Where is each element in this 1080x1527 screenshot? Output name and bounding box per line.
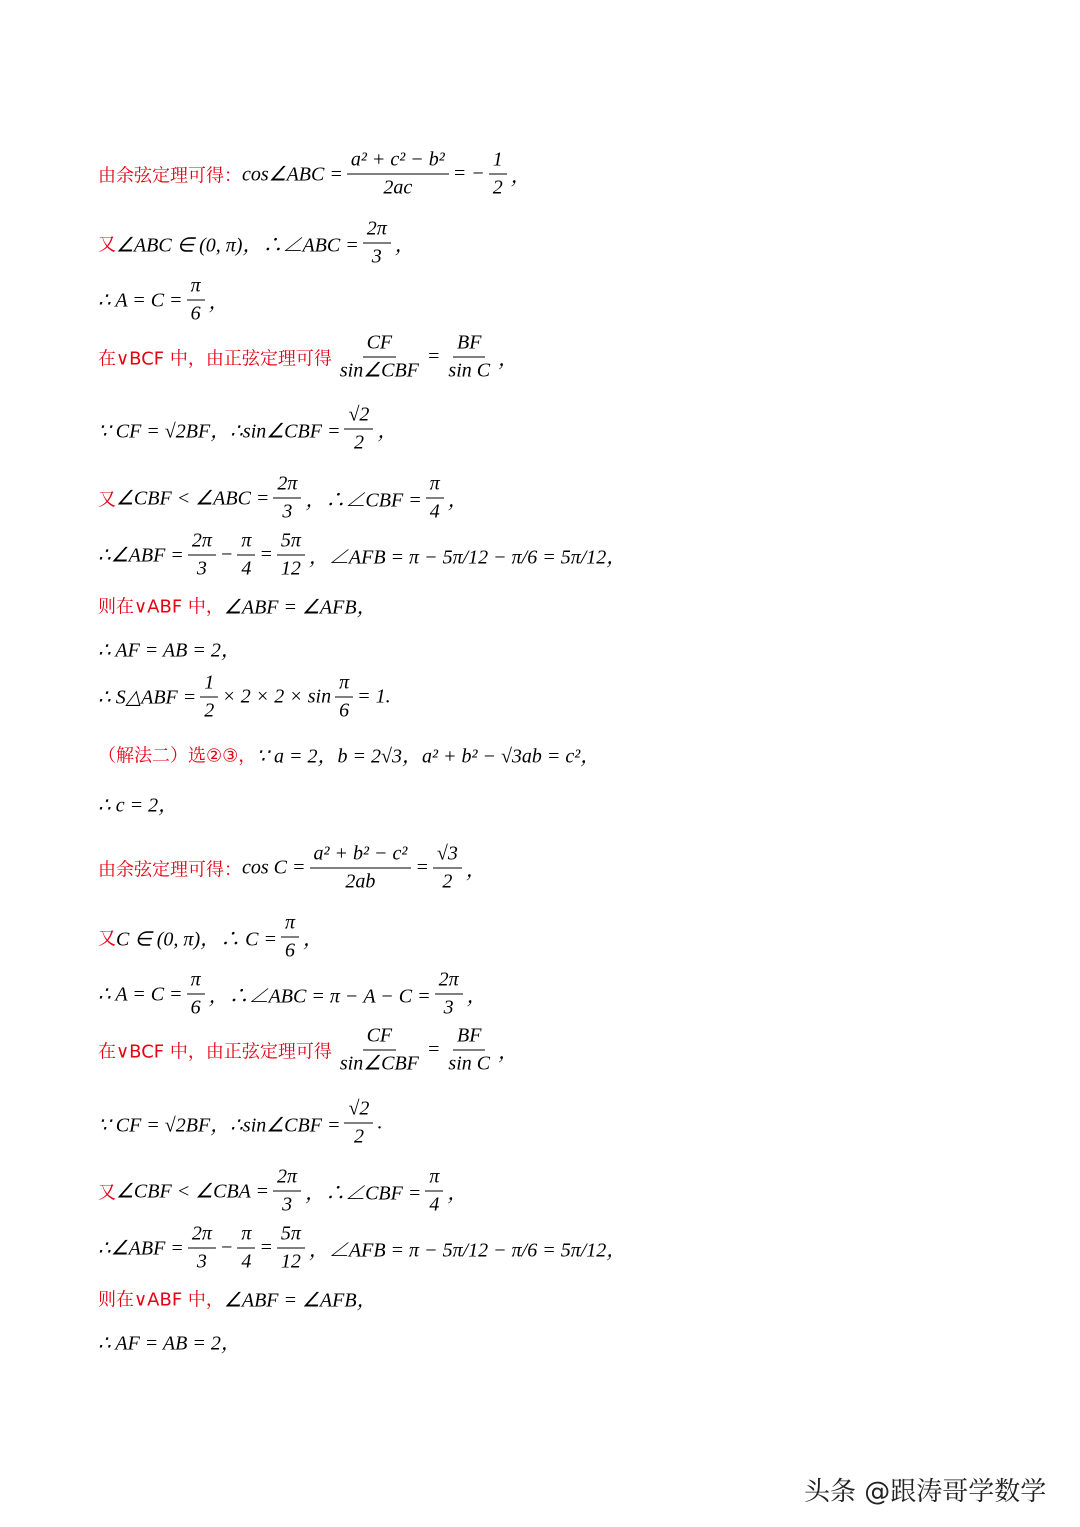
solution-line-21 xyxy=(98,1327,241,1356)
fraction-denominator: sin C xyxy=(448,359,491,382)
math-expression: ∴∠ABF = xyxy=(98,1237,184,1260)
fraction xyxy=(347,149,449,200)
fraction-denominator: 3 xyxy=(282,1193,293,1216)
fraction-denominator: 2ab xyxy=(345,870,376,893)
solution-line-16 xyxy=(98,1025,518,1076)
solution-line-10 xyxy=(98,672,391,723)
math-expression: = xyxy=(415,856,429,879)
line-label: 又 xyxy=(98,1182,116,1203)
fraction-denominator: 6 xyxy=(190,996,201,1019)
fraction-numerator: 5π xyxy=(277,530,305,556)
solution-line-4 xyxy=(98,332,518,383)
fraction-denominator: 3 xyxy=(443,996,454,1019)
fraction xyxy=(444,332,494,383)
solution-line-1 xyxy=(98,149,531,200)
fraction-numerator: 2π xyxy=(188,1223,216,1249)
math-expression: ， xyxy=(447,489,468,512)
fraction-denominator: 3 xyxy=(196,557,207,580)
fraction-numerator: √2 xyxy=(344,1098,373,1124)
fraction-denominator: sin∠CBF xyxy=(339,1052,419,1075)
math-expression: ∠ABF = ∠AFB， xyxy=(223,596,377,619)
fraction-denominator: 12 xyxy=(280,557,301,580)
math-expression: ∴ c = 2， xyxy=(98,794,179,817)
math-expression: = xyxy=(259,1236,273,1259)
fraction-denominator: 2 xyxy=(492,176,503,199)
fraction-denominator: 2 xyxy=(353,431,364,454)
fraction-numerator: 2π xyxy=(363,218,391,244)
solution-line-9 xyxy=(98,634,241,663)
fraction xyxy=(336,1025,423,1076)
math-expression: ∴ S△ABF = xyxy=(98,686,197,709)
fraction xyxy=(344,404,373,455)
fraction-numerator: 1 xyxy=(489,149,507,175)
math-expression: ，∠AFB = π − 5π/12 − π/6 = 5π/12， xyxy=(308,546,627,569)
math-expression: ∵ CF = √2BF，∴sin∠CBF = xyxy=(98,420,341,443)
math-expression: ，∴∠ABC = π − A − C = xyxy=(208,985,431,1008)
math-expression: ， xyxy=(498,1041,519,1064)
fraction-numerator: π xyxy=(187,275,205,301)
fraction-denominator: 6 xyxy=(339,699,350,722)
solution-line-12 xyxy=(98,789,178,818)
math-expression: − xyxy=(219,543,234,566)
fraction xyxy=(273,473,301,524)
fraction-denominator: 2 xyxy=(442,870,453,893)
line-label: 则在∨ABF 中， xyxy=(98,1289,224,1310)
math-expression: ∴ A = C = xyxy=(98,289,183,312)
fraction-numerator: π xyxy=(426,473,444,499)
math-expression: ∴ AF = AB = 2， xyxy=(98,1332,241,1355)
math-expression: ∴ AF = AB = 2， xyxy=(98,639,241,662)
solution-line-17 xyxy=(98,1098,382,1149)
math-expression: ∵ CF = √2BF，∴sin∠CBF = xyxy=(98,1114,341,1137)
fraction xyxy=(281,912,299,963)
fraction xyxy=(435,969,463,1020)
fraction-numerator: π xyxy=(281,912,299,938)
fraction-denominator: 4 xyxy=(241,557,252,580)
math-expression: ∠ABF = ∠AFB， xyxy=(223,1289,377,1312)
fraction-numerator: π xyxy=(187,969,205,995)
line-label: 在∨BCF 中，由正弦定理可得 xyxy=(98,1041,332,1062)
math-expression: ， xyxy=(447,1182,468,1205)
solution-line-20 xyxy=(98,1284,377,1313)
math-expression: ∠CBF < ∠CBA = xyxy=(116,1180,270,1203)
math-expression: = xyxy=(426,1038,441,1061)
math-expression: ， xyxy=(466,985,487,1008)
fraction xyxy=(188,1223,216,1274)
math-expression: ∴ A = C = xyxy=(98,983,183,1006)
fraction-numerator: CF xyxy=(363,1025,397,1051)
math-expression: ，∴∠CBF = xyxy=(305,1182,422,1205)
math-expression: × 2 × 2 × sin xyxy=(222,685,332,708)
fraction-denominator: 3 xyxy=(282,500,293,523)
fraction-numerator: 2π xyxy=(273,1166,301,1192)
solution-line-11 xyxy=(98,740,600,769)
fraction-numerator: a² + b² − c² xyxy=(310,843,412,869)
fraction-denominator: 3 xyxy=(196,1250,207,1273)
line-label: 则在∨ABF 中， xyxy=(98,596,224,617)
math-expression: ， xyxy=(302,928,323,951)
math-expression: ， xyxy=(510,165,531,188)
math-expression: = xyxy=(259,543,273,566)
fraction xyxy=(277,530,305,581)
fraction-denominator: 12 xyxy=(280,1250,301,1273)
fraction-denominator: 2 xyxy=(353,1125,364,1148)
fraction xyxy=(200,672,218,723)
solution-line-2 xyxy=(98,218,415,269)
fraction-denominator: 4 xyxy=(241,1250,252,1273)
fraction xyxy=(336,332,423,383)
watermark: 头条 @跟涛哥学数学 xyxy=(804,1477,1047,1507)
fraction-numerator: a² + c² − b² xyxy=(347,149,449,175)
solution-line-6 xyxy=(98,473,468,524)
fraction xyxy=(489,149,507,200)
fraction xyxy=(187,275,205,326)
fraction xyxy=(335,672,353,723)
fraction-numerator: 2π xyxy=(188,530,216,556)
solution-line-13 xyxy=(98,843,486,894)
fraction-numerator: 2π xyxy=(273,473,301,499)
fraction xyxy=(188,530,216,581)
fraction-denominator: 2ac xyxy=(383,176,413,199)
math-expression: ， xyxy=(394,234,415,257)
fraction-numerator: BF xyxy=(453,1025,485,1051)
math-expression: ∠CBF < ∠ABC = xyxy=(116,487,270,510)
math-expression: ， xyxy=(465,859,486,882)
math-expression: cos C = xyxy=(242,856,306,879)
fraction-numerator: √3 xyxy=(433,843,462,869)
solution-line-19 xyxy=(98,1223,626,1274)
fraction xyxy=(433,843,462,894)
line-label: 由余弦定理可得： xyxy=(98,859,242,880)
math-expression: ， xyxy=(208,291,229,314)
fraction-numerator: π xyxy=(237,1223,255,1249)
line-label: （解法二）选②③， xyxy=(98,745,257,766)
line-label: 又 xyxy=(98,489,116,510)
math-expression: ， xyxy=(377,420,398,443)
solution-line-8 xyxy=(98,591,377,620)
math-expression: ∴∠ABF = xyxy=(98,544,184,567)
fraction-numerator: π xyxy=(237,530,255,556)
fraction xyxy=(425,1166,443,1217)
fraction xyxy=(310,843,412,894)
math-expression: ∵ a = 2，b = 2√3，a² + b² − √3ab = c²， xyxy=(256,745,601,768)
fraction-numerator: CF xyxy=(363,332,397,358)
fraction xyxy=(426,473,444,524)
fraction xyxy=(187,969,205,1020)
fraction xyxy=(277,1223,305,1274)
fraction-denominator: 3 xyxy=(371,245,382,268)
fraction xyxy=(444,1025,494,1076)
fraction-denominator: 6 xyxy=(284,939,295,962)
solution-line-3 xyxy=(98,275,229,326)
line-label: 又 xyxy=(98,928,116,949)
line-label: 在∨BCF 中，由正弦定理可得 xyxy=(98,348,332,369)
fraction-denominator: 6 xyxy=(190,302,201,325)
solution-line-14 xyxy=(98,912,323,963)
solution-line-15 xyxy=(98,969,487,1020)
line-label: 由余弦定理可得： xyxy=(98,165,242,186)
math-expression: = 1. xyxy=(357,685,391,708)
math-expression: ，∴∠CBF = xyxy=(305,489,422,512)
fraction xyxy=(273,1166,301,1217)
math-expression: ，∠AFB = π − 5π/12 − π/6 = 5π/12， xyxy=(308,1239,627,1262)
math-expression: cos∠ABC = xyxy=(242,163,343,186)
fraction xyxy=(237,530,255,581)
fraction xyxy=(363,218,391,269)
fraction xyxy=(237,1223,255,1274)
math-expression: = − xyxy=(452,162,485,185)
fraction-numerator: π xyxy=(335,672,353,698)
fraction-denominator: 4 xyxy=(429,1193,440,1216)
fraction-numerator: 5π xyxy=(277,1223,305,1249)
math-expression: . xyxy=(377,1111,383,1134)
math-expression: − xyxy=(219,1236,234,1259)
math-expression: ， xyxy=(498,348,519,371)
solution-line-5 xyxy=(98,404,397,455)
math-expression: = xyxy=(426,345,441,368)
fraction-denominator: sin∠CBF xyxy=(339,359,419,382)
fraction-denominator: 4 xyxy=(429,500,440,523)
fraction-denominator: 2 xyxy=(204,699,215,722)
fraction-numerator: 2π xyxy=(435,969,463,995)
solution-line-7 xyxy=(98,530,626,581)
fraction xyxy=(344,1098,373,1149)
math-expression: ∠ABC ∈ (0, π)，∴∠ABC = xyxy=(116,234,359,257)
fraction-numerator: BF xyxy=(453,332,485,358)
fraction-numerator: π xyxy=(425,1166,443,1192)
line-label: 又 xyxy=(98,234,116,255)
fraction-denominator: sin C xyxy=(448,1052,491,1075)
solution-line-18 xyxy=(98,1166,467,1217)
math-expression: C ∈ (0, π)，∴ C = xyxy=(116,928,277,951)
fraction-numerator: √2 xyxy=(344,404,373,430)
fraction-numerator: 1 xyxy=(200,672,218,698)
